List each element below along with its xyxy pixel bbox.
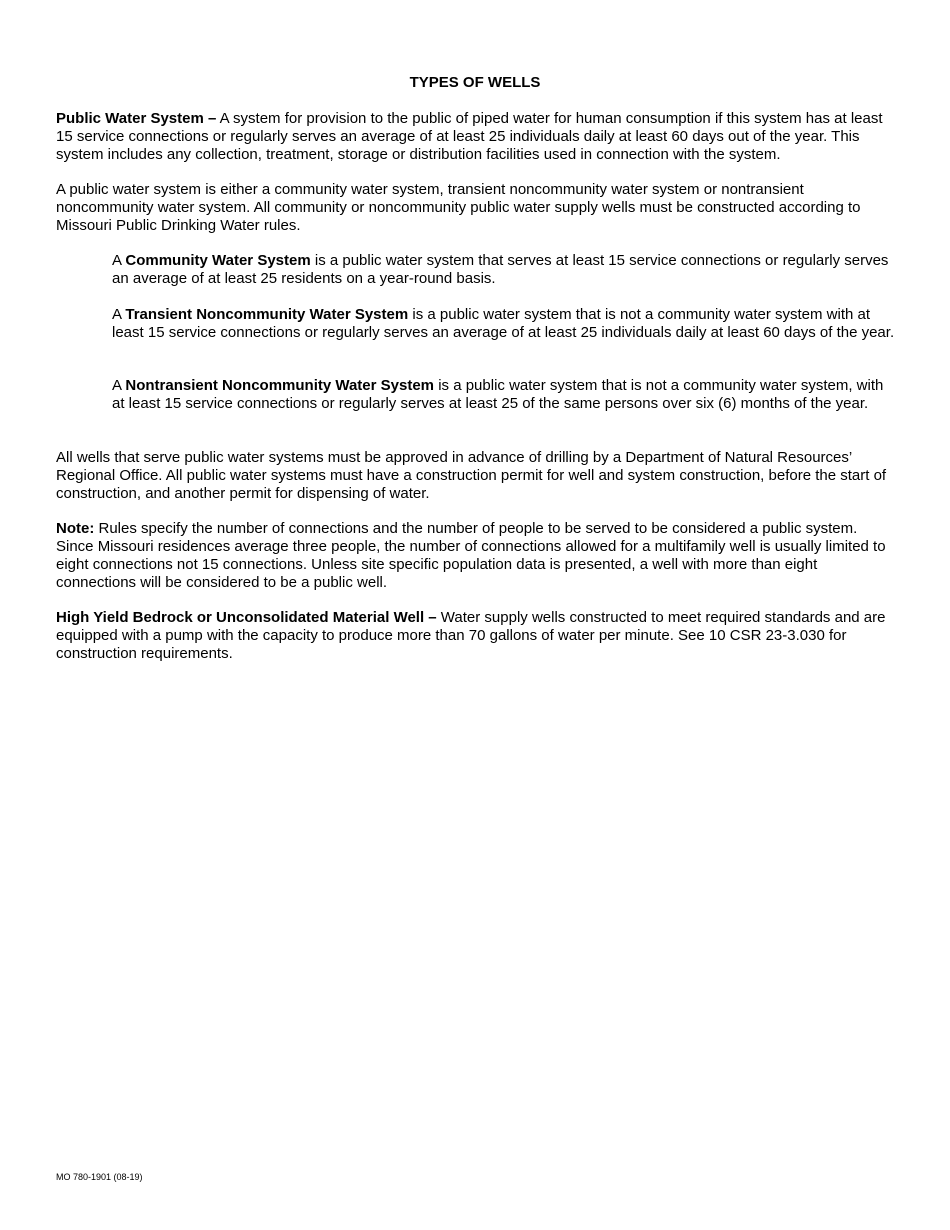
high-yield-term: High Yield Bedrock or Unconsolidated Material Well – <box>56 609 437 626</box>
community-prefix: A <box>112 252 126 269</box>
transient-term: Transient Noncommunity Water System <box>125 306 409 323</box>
community-text: is a public water system that serves at least 15 service connections or regularly serves an average of at least 25 residents on a year-round basis. <box>112 252 889 287</box>
page-title: TYPES OF WELLS <box>409 74 541 91</box>
community-water-system-definition <box>112 252 896 288</box>
community-term: Community Water System <box>125 252 311 269</box>
nontransient-noncommunity-definition <box>112 377 896 413</box>
transient-noncommunity-definition <box>112 306 896 342</box>
transient-prefix: A <box>112 306 126 323</box>
approval-paragraph: All wells that serve public water systems must be approved in advance of drilling by a Department of Natural Resources’ Regional Office. All public water systems must have a construction permit for well and system construction, before the start of construction, and another permit for dispensing of water. <box>56 449 887 502</box>
form-number-footer: MO 780-1901 (08-19) <box>56 1172 143 1182</box>
public-water-system-term: Public Water System – <box>56 110 217 127</box>
nontransient-prefix: A <box>112 377 126 394</box>
public-water-system-definition <box>56 110 896 164</box>
transient-text: is a public water system that is not a community water system with at least 15 service connections or regularly serves an average of at least 25 individuals daily at least 60 days of the year. <box>112 306 895 341</box>
note-paragraph <box>56 520 896 592</box>
high-yield-text: Water supply wells constructed to meet required standards and are equipped with a pump with the capacity to produce more than 70 gallons of water per minute. See 10 CSR 23-3.030 for construction requirements. <box>56 609 886 662</box>
note-text: Rules specify the number of connections and the number of people to be served to be considered a public system. Since Missouri residences average three people, the number of connections allowed for a multifamily well is usually limited to eight connections not 15 connections. Unless site specific population data is presented, a well with more than eight connections will be considered to be a public well. <box>56 520 886 591</box>
nontransient-term: Nontransient Noncommunity Water System <box>125 377 435 394</box>
public-water-system-text: A system for provision to the public of piped water for human consumption if this system has at least 15 service connections or regularly serves an average of at least 25 individuals daily at least 60 days out of the year. This system includes any collection, treatment, storage or distribution facilities used in connection with the system. <box>56 110 883 163</box>
nontransient-text: is a public water system that is not a community water system, with at least 15 service connections or regularly serves at least 25 of the same persons over six (6) months of the year. <box>112 377 884 412</box>
note-term: Note: <box>56 520 95 537</box>
high-yield-well-definition <box>56 609 896 663</box>
system-types-paragraph: A public water system is either a community water system, transient noncommunity water system or nontransient noncommunity water system. All community or noncommunity public water supply wells must be constructed according to Missouri Public Drinking Water rules. <box>56 181 861 234</box>
